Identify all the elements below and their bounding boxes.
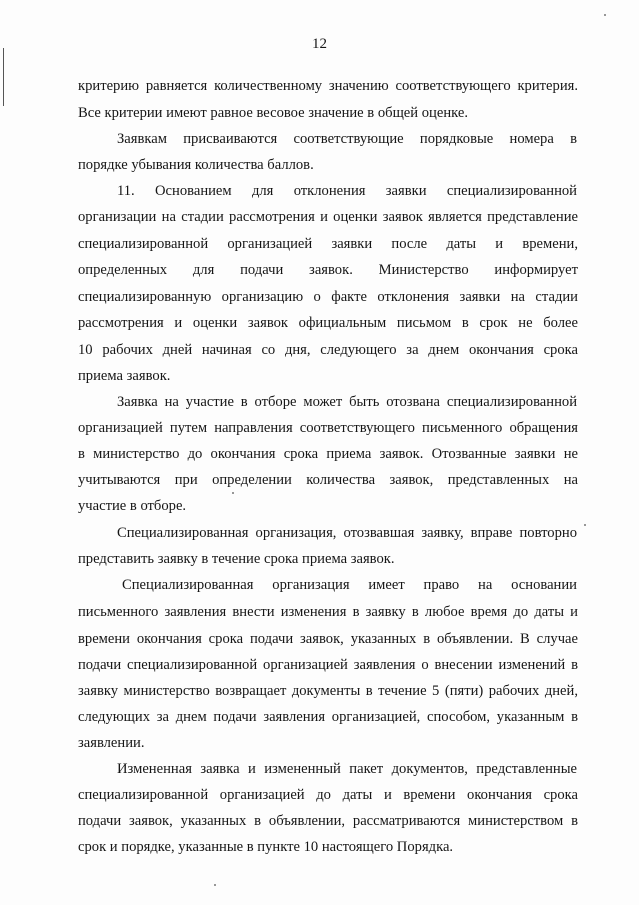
- text-line: Специализированная организация, отозвавшая заявку, вправе повторно: [117, 525, 577, 541]
- scan-margin-line: [3, 48, 4, 106]
- page-number: 12: [312, 36, 327, 52]
- text-line: письменного заявления внести изменения в заявку в любое время до даты и: [78, 604, 578, 620]
- text-line: следующих за днем подачи заявления организацией, способом, указанным в: [78, 709, 578, 725]
- scan-speck: [232, 492, 234, 494]
- text-line: участие в отборе.: [78, 498, 187, 514]
- text-line: определенных для подачи заявок. Министерство информирует: [78, 262, 578, 278]
- text-line: Измененная заявка и измененный пакет документов, представленные: [117, 761, 577, 777]
- text-line: подачи специализированной организацией заявления о внесении изменений в: [78, 657, 578, 673]
- text-line: Заявкам присваиваются соответствующие порядковые номера в: [117, 131, 577, 147]
- text-line: заявлении.: [78, 735, 145, 751]
- text-line: специализированную организацию о факте отклонения заявки на стадии: [78, 289, 578, 305]
- scan-speck: [604, 14, 606, 16]
- text-line: 10 рабочих дней начиная со дня, следующего за днем окончания срока: [78, 342, 578, 358]
- text-line: Все критерии имеют равное весовое значение в общей оценке.: [78, 105, 468, 121]
- text-line: организацией путем направления соответствующего письменного обращения: [78, 420, 578, 436]
- text-line: рассмотрения и оценки заявок официальным письмом в срок не более: [78, 315, 578, 331]
- text-line: представить заявку в течение срока приема заявок.: [78, 551, 395, 567]
- text-line: специализированной организацией до даты и времени окончания срока: [78, 787, 578, 803]
- text-line: приема заявок.: [78, 368, 171, 384]
- text-line: подачи заявок, указанных в объявлении, рассматриваются министерством в: [78, 813, 578, 829]
- text-line: порядке убывания количества баллов.: [78, 157, 314, 173]
- text-line: заявку министерство возвращает документы в течение 5 (пяти) рабочих дней,: [78, 683, 578, 699]
- text-line: критерию равняется количественному значению соответствующего критерия.: [78, 78, 578, 94]
- scan-speck: [214, 884, 216, 886]
- text-line: в министерство до окончания срока приема заявок. Отозванные заявки не: [78, 446, 578, 462]
- text-line: организации на стадии рассмотрения и оценки заявок является представление: [78, 209, 578, 225]
- text-line: Заявка на участие в отборе может быть отозвана специализированной: [117, 394, 577, 410]
- text-line: учитываются при определении количества заявок, представленных на: [78, 472, 578, 488]
- text-line: Специализированная организация имеет право на основании: [122, 577, 577, 593]
- text-line: времени окончания срока подачи заявок, указанных в объявлении. В случае: [78, 631, 578, 647]
- text-line: срок и порядке, указанные в пункте 10 настоящего Порядка.: [78, 839, 454, 855]
- scan-speck: [584, 524, 586, 526]
- text-line: специализированной организацией заявки после даты и времени,: [78, 236, 578, 252]
- text-line: 11. Основанием для отклонения заявки специализированной: [117, 183, 577, 199]
